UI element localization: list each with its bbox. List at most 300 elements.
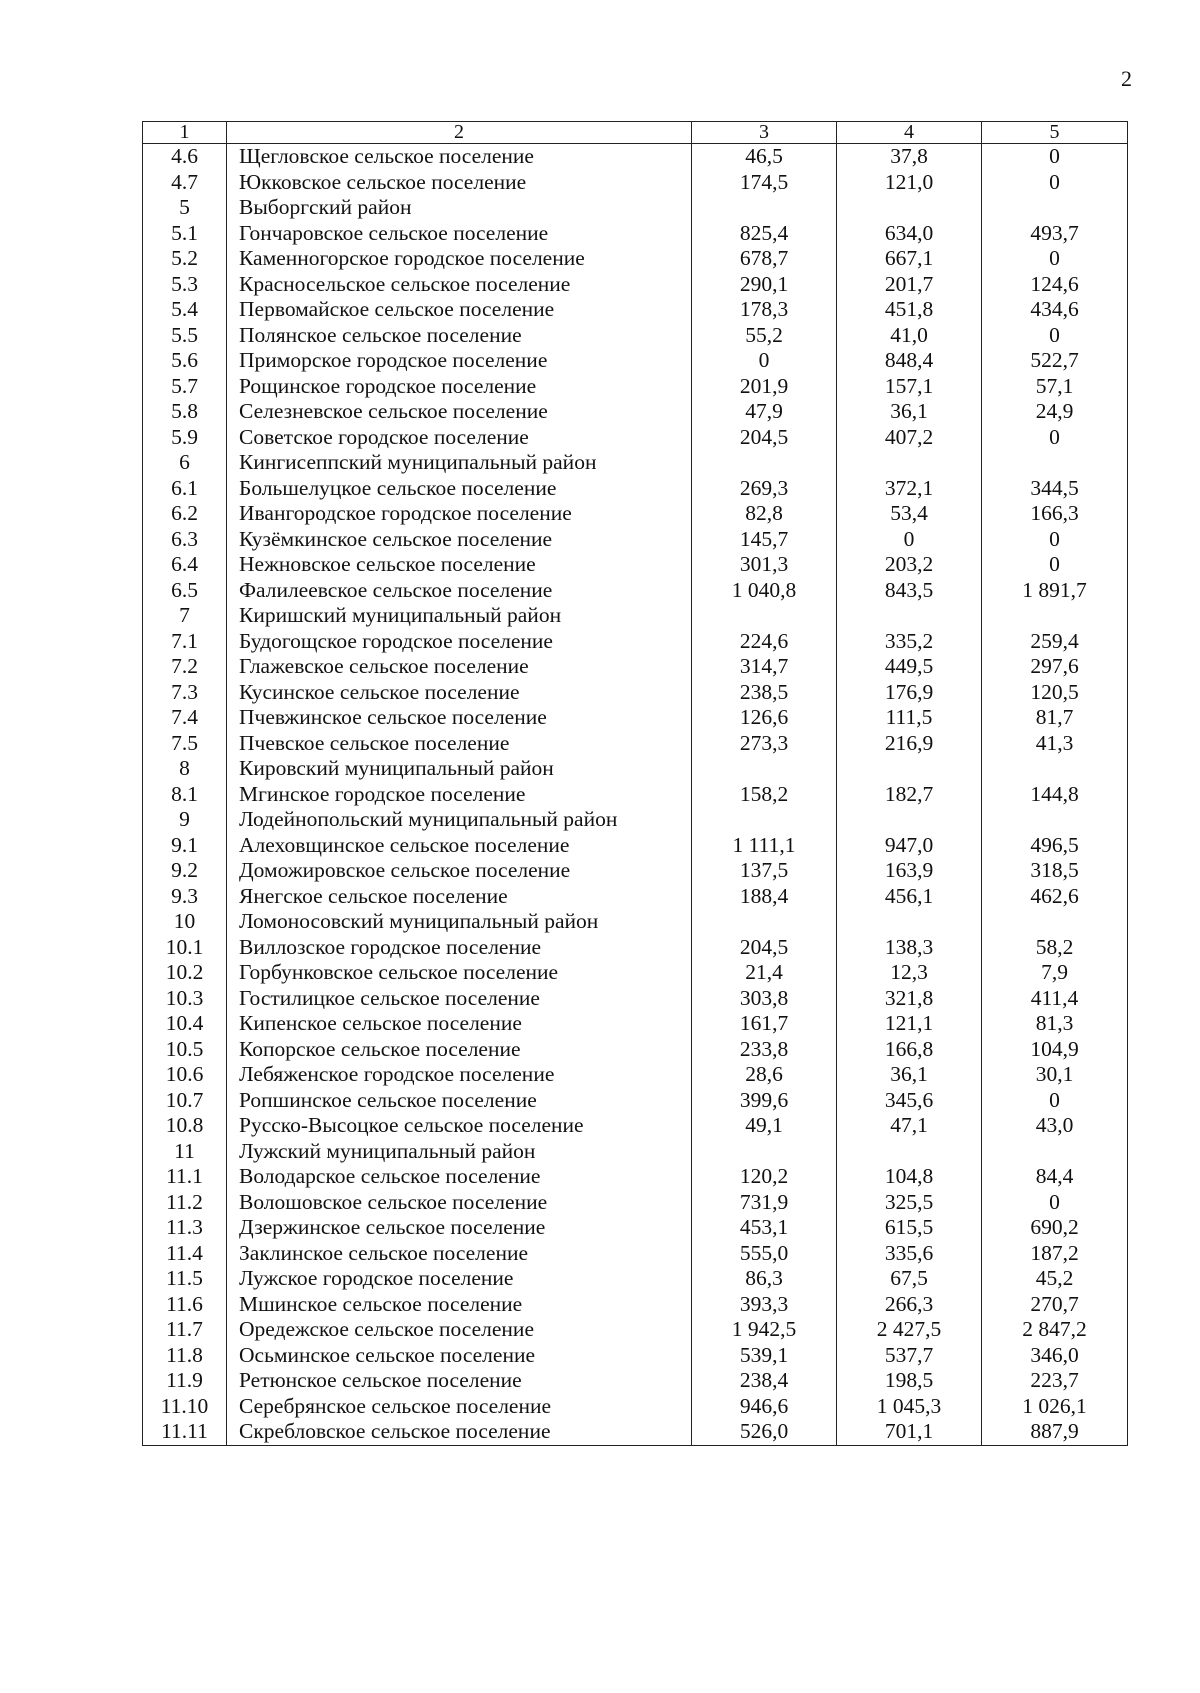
value-col-5: 522,7: [982, 348, 1128, 374]
table-row: [143, 450, 1128, 476]
table-row: [143, 654, 1128, 680]
column-header: 2: [227, 122, 692, 144]
value-col-3: 86,3: [692, 1266, 837, 1292]
settlement-name: Копорское сельское поселение: [227, 1037, 692, 1063]
value-col-4: 121,1: [837, 1011, 982, 1037]
value-col-5: 2 847,2: [982, 1317, 1128, 1343]
row-number: 6.1: [143, 476, 227, 502]
value-col-5: 120,5: [982, 680, 1128, 706]
value-col-5: 297,6: [982, 654, 1128, 680]
table-row: [143, 705, 1128, 731]
value-col-5: 259,4: [982, 629, 1128, 655]
value-col-3: 178,3: [692, 297, 837, 323]
row-number: 5.9: [143, 425, 227, 451]
value-col-5: 30,1: [982, 1062, 1128, 1088]
settlement-name: Янегское сельское поселение: [227, 884, 692, 910]
value-col-4: [837, 603, 982, 629]
settlement-name: Советское городское поселение: [227, 425, 692, 451]
value-col-4: [837, 807, 982, 833]
value-col-4: 104,8: [837, 1164, 982, 1190]
value-col-3: 555,0: [692, 1241, 837, 1267]
settlement-name: Ретюнское сельское поселение: [227, 1368, 692, 1394]
value-col-5: 344,5: [982, 476, 1128, 502]
value-col-4: 36,1: [837, 399, 982, 425]
value-col-5: 41,3: [982, 731, 1128, 757]
value-col-4: 67,5: [837, 1266, 982, 1292]
row-number: 5.2: [143, 246, 227, 272]
value-col-3: 1 040,8: [692, 578, 837, 604]
settlement-name: Полянское сельское поселение: [227, 323, 692, 349]
table-row: [143, 552, 1128, 578]
value-col-3: 731,9: [692, 1190, 837, 1216]
value-col-5: 43,0: [982, 1113, 1128, 1139]
value-col-5: [982, 603, 1128, 629]
value-col-4: [837, 1139, 982, 1165]
table-row: [143, 1190, 1128, 1216]
value-col-3: 303,8: [692, 986, 837, 1012]
table-row: [143, 1241, 1128, 1267]
value-col-5: 887,9: [982, 1419, 1128, 1445]
settlement-name: Гостилицкое сельское поселение: [227, 986, 692, 1012]
table-row: [143, 272, 1128, 298]
value-col-5: 0: [982, 1190, 1128, 1216]
settlement-name: Гончаровское сельское поселение: [227, 221, 692, 247]
table-row: [143, 374, 1128, 400]
value-col-5: 0: [982, 552, 1128, 578]
value-col-4: 37,8: [837, 144, 982, 170]
settlement-name: Пчевское сельское поселение: [227, 731, 692, 757]
table-row: [143, 1343, 1128, 1369]
value-col-5: 0: [982, 323, 1128, 349]
value-col-4: 634,0: [837, 221, 982, 247]
row-number: 9.1: [143, 833, 227, 859]
value-col-5: 45,2: [982, 1266, 1128, 1292]
table-row: [143, 909, 1128, 935]
settlement-name: Лодейнопольский муниципальный район: [227, 807, 692, 833]
value-col-5: [982, 909, 1128, 935]
value-col-3: 120,2: [692, 1164, 837, 1190]
row-number: 11.6: [143, 1292, 227, 1318]
row-number: 7.5: [143, 731, 227, 757]
value-col-4: [837, 450, 982, 476]
value-col-3: 28,6: [692, 1062, 837, 1088]
value-col-5: 104,9: [982, 1037, 1128, 1063]
data-table: [142, 121, 1128, 1446]
page-number: 2: [1121, 66, 1132, 91]
value-col-5: 144,8: [982, 782, 1128, 808]
row-number: 4.7: [143, 170, 227, 196]
row-number: 10.4: [143, 1011, 227, 1037]
value-col-4: 53,4: [837, 501, 982, 527]
settlement-name: Оредежское сельское поселение: [227, 1317, 692, 1343]
value-col-5: [982, 807, 1128, 833]
table-row: [143, 960, 1128, 986]
table-row: [143, 731, 1128, 757]
value-col-4: 701,1: [837, 1419, 982, 1445]
value-col-3: 269,3: [692, 476, 837, 502]
value-col-5: 1 026,1: [982, 1394, 1128, 1420]
settlement-name: Дзержинское сельское поселение: [227, 1215, 692, 1241]
value-col-3: 233,8: [692, 1037, 837, 1063]
row-number: 11.5: [143, 1266, 227, 1292]
row-number: 5.8: [143, 399, 227, 425]
value-col-4: [837, 909, 982, 935]
value-col-5: [982, 195, 1128, 221]
value-col-4: 163,9: [837, 858, 982, 884]
row-number: 7: [143, 603, 227, 629]
settlement-name: Приморское городское поселение: [227, 348, 692, 374]
value-col-5: 81,7: [982, 705, 1128, 731]
settlement-name: Рощинское городское поселение: [227, 374, 692, 400]
value-col-3: 47,9: [692, 399, 837, 425]
row-number: 6.4: [143, 552, 227, 578]
table-row: [143, 170, 1128, 196]
settlement-name: Кузёмкинское сельское поселение: [227, 527, 692, 553]
settlement-name: Лебяженское городское поселение: [227, 1062, 692, 1088]
row-number: 7.2: [143, 654, 227, 680]
value-col-3: [692, 807, 837, 833]
table-row: [143, 807, 1128, 833]
settlement-name: Первомайское сельское поселение: [227, 297, 692, 323]
value-col-4: 36,1: [837, 1062, 982, 1088]
row-number: 11.4: [143, 1241, 227, 1267]
value-col-3: 204,5: [692, 425, 837, 451]
value-col-3: 0: [692, 348, 837, 374]
value-col-5: 166,3: [982, 501, 1128, 527]
value-col-3: 158,2: [692, 782, 837, 808]
row-number: 5.6: [143, 348, 227, 374]
value-col-5: 124,6: [982, 272, 1128, 298]
value-col-3: 290,1: [692, 272, 837, 298]
value-col-5: 346,0: [982, 1343, 1128, 1369]
value-col-4: 198,5: [837, 1368, 982, 1394]
value-col-5: 0: [982, 527, 1128, 553]
value-col-3: 393,3: [692, 1292, 837, 1318]
value-col-4: [837, 756, 982, 782]
value-col-5: 187,2: [982, 1241, 1128, 1267]
value-col-3: 188,4: [692, 884, 837, 910]
value-col-3: 137,5: [692, 858, 837, 884]
table-row: [143, 1164, 1128, 1190]
value-col-4: 0: [837, 527, 982, 553]
settlement-name: Скребловское сельское поселение: [227, 1419, 692, 1445]
row-number: 10.2: [143, 960, 227, 986]
value-col-4: 456,1: [837, 884, 982, 910]
value-col-3: 224,6: [692, 629, 837, 655]
value-col-4: 449,5: [837, 654, 982, 680]
value-col-5: 318,5: [982, 858, 1128, 884]
value-col-5: 0: [982, 425, 1128, 451]
value-col-3: 314,7: [692, 654, 837, 680]
settlement-name: Кировский муниципальный район: [227, 756, 692, 782]
value-col-4: 321,8: [837, 986, 982, 1012]
table-row: [143, 1139, 1128, 1165]
value-col-5: 58,2: [982, 935, 1128, 961]
value-col-5: 7,9: [982, 960, 1128, 986]
row-number: 7.4: [143, 705, 227, 731]
value-col-5: 81,3: [982, 1011, 1128, 1037]
value-col-4: 335,2: [837, 629, 982, 655]
row-number: 11.3: [143, 1215, 227, 1241]
value-col-4: 166,8: [837, 1037, 982, 1063]
row-number: 11.10: [143, 1394, 227, 1420]
table-row: [143, 399, 1128, 425]
row-number: 6.5: [143, 578, 227, 604]
row-number: 6.3: [143, 527, 227, 553]
table-row: [143, 1368, 1128, 1394]
value-col-5: [982, 1139, 1128, 1165]
settlement-name: Русско-Высоцкое сельское поселение: [227, 1113, 692, 1139]
row-number: 11.7: [143, 1317, 227, 1343]
value-col-3: 82,8: [692, 501, 837, 527]
value-col-5: 462,6: [982, 884, 1128, 910]
row-number: 11: [143, 1139, 227, 1165]
table-row: [143, 1394, 1128, 1420]
row-number: 7.3: [143, 680, 227, 706]
table-row: [143, 297, 1128, 323]
value-col-3: 238,4: [692, 1368, 837, 1394]
table-row: [143, 1266, 1128, 1292]
value-col-3: 55,2: [692, 323, 837, 349]
settlement-name: Ивангородское городское поселение: [227, 501, 692, 527]
row-number: 10.5: [143, 1037, 227, 1063]
table-row: [143, 858, 1128, 884]
value-col-3: [692, 909, 837, 935]
table-row: [143, 323, 1128, 349]
value-col-5: [982, 756, 1128, 782]
value-col-4: 203,2: [837, 552, 982, 578]
value-col-5: 0: [982, 170, 1128, 196]
table-row: [143, 833, 1128, 859]
value-col-3: 825,4: [692, 221, 837, 247]
table-row: [143, 1088, 1128, 1114]
value-col-4: [837, 195, 982, 221]
row-number: 11.9: [143, 1368, 227, 1394]
value-col-3: [692, 603, 837, 629]
value-col-5: 1 891,7: [982, 578, 1128, 604]
value-col-5: 24,9: [982, 399, 1128, 425]
row-number: 6.2: [143, 501, 227, 527]
settlement-name: Заклинское сельское поселение: [227, 1241, 692, 1267]
row-number: 9.2: [143, 858, 227, 884]
table-row: [143, 782, 1128, 808]
row-number: 5.4: [143, 297, 227, 323]
settlement-name: Красносельское сельское поселение: [227, 272, 692, 298]
table-row: [143, 986, 1128, 1012]
table-row: [143, 501, 1128, 527]
value-col-5: 434,6: [982, 297, 1128, 323]
value-col-3: 1 111,1: [692, 833, 837, 859]
row-number: 10: [143, 909, 227, 935]
value-col-4: 157,1: [837, 374, 982, 400]
settlement-name: Серебрянское сельское поселение: [227, 1394, 692, 1420]
table-row: [143, 680, 1128, 706]
settlement-name: Фалилеевское сельское поселение: [227, 578, 692, 604]
settlement-name: Киришский муниципальный район: [227, 603, 692, 629]
settlement-name: Горбунковское сельское поселение: [227, 960, 692, 986]
table-row: [143, 144, 1128, 170]
value-col-3: 946,6: [692, 1394, 837, 1420]
value-col-3: [692, 195, 837, 221]
table-header-row: [143, 122, 1128, 144]
value-col-4: 947,0: [837, 833, 982, 859]
row-number: 8: [143, 756, 227, 782]
settlement-name: Кусинское сельское поселение: [227, 680, 692, 706]
value-col-3: 453,1: [692, 1215, 837, 1241]
value-col-3: 526,0: [692, 1419, 837, 1445]
value-col-3: [692, 1139, 837, 1165]
value-col-3: 399,6: [692, 1088, 837, 1114]
value-col-5: 411,4: [982, 986, 1128, 1012]
table-row: [143, 1011, 1128, 1037]
value-col-5: 690,2: [982, 1215, 1128, 1241]
value-col-3: 678,7: [692, 246, 837, 272]
settlement-name: Ропшинское сельское поселение: [227, 1088, 692, 1114]
value-col-5: 84,4: [982, 1164, 1128, 1190]
value-col-4: 451,8: [837, 297, 982, 323]
table-row: [143, 1292, 1128, 1318]
table-row: [143, 629, 1128, 655]
value-col-3: 126,6: [692, 705, 837, 731]
table-row: [143, 1419, 1128, 1445]
value-col-4: 615,5: [837, 1215, 982, 1241]
value-col-4: 372,1: [837, 476, 982, 502]
row-number: 10.8: [143, 1113, 227, 1139]
value-col-3: 301,3: [692, 552, 837, 578]
value-col-4: 345,6: [837, 1088, 982, 1114]
table-row: [143, 1113, 1128, 1139]
row-number: 6: [143, 450, 227, 476]
value-col-3: 539,1: [692, 1343, 837, 1369]
settlement-name: Мгинское городское поселение: [227, 782, 692, 808]
table-row: [143, 221, 1128, 247]
value-col-4: 47,1: [837, 1113, 982, 1139]
table-row: [143, 1215, 1128, 1241]
value-col-4: 335,6: [837, 1241, 982, 1267]
settlement-name: Осьминское сельское поселение: [227, 1343, 692, 1369]
row-number: 8.1: [143, 782, 227, 808]
row-number: 11.8: [143, 1343, 227, 1369]
settlement-name: Володарское сельское поселение: [227, 1164, 692, 1190]
value-col-5: 0: [982, 246, 1128, 272]
settlement-name: Кингисеппский муниципальный район: [227, 450, 692, 476]
value-col-5: 270,7: [982, 1292, 1128, 1318]
settlement-name: Доможировское сельское поселение: [227, 858, 692, 884]
value-col-4: 176,9: [837, 680, 982, 706]
value-col-5: 493,7: [982, 221, 1128, 247]
settlement-name: Большелуцкое сельское поселение: [227, 476, 692, 502]
settlement-name: Кипенское сельское поселение: [227, 1011, 692, 1037]
settlement-name: Ломоносовский муниципальный район: [227, 909, 692, 935]
value-col-4: 12,3: [837, 960, 982, 986]
table-row: [143, 195, 1128, 221]
column-header: 5: [982, 122, 1128, 144]
value-col-4: 111,5: [837, 705, 982, 731]
table-row: [143, 425, 1128, 451]
table-row: [143, 1037, 1128, 1063]
row-number: 10.1: [143, 935, 227, 961]
row-number: 10.6: [143, 1062, 227, 1088]
value-col-5: [982, 450, 1128, 476]
settlement-name: Виллозское городское поселение: [227, 935, 692, 961]
row-number: 10.3: [143, 986, 227, 1012]
value-col-3: 238,5: [692, 680, 837, 706]
settlement-name: Будогощское городское поселение: [227, 629, 692, 655]
value-col-4: 41,0: [837, 323, 982, 349]
value-col-5: 223,7: [982, 1368, 1128, 1394]
table-row: [143, 935, 1128, 961]
settlement-name: Юкковское сельское поселение: [227, 170, 692, 196]
value-col-3: 21,4: [692, 960, 837, 986]
value-col-4: 667,1: [837, 246, 982, 272]
settlement-name: Каменногорское городское поселение: [227, 246, 692, 272]
settlement-name: Выборгский район: [227, 195, 692, 221]
value-col-3: 273,3: [692, 731, 837, 757]
table-row: [143, 1062, 1128, 1088]
value-col-4: 537,7: [837, 1343, 982, 1369]
row-number: 4.6: [143, 144, 227, 170]
value-col-4: 1 045,3: [837, 1394, 982, 1420]
row-number: 5.7: [143, 374, 227, 400]
settlement-name: Алеховщинское сельское поселение: [227, 833, 692, 859]
value-col-4: 216,9: [837, 731, 982, 757]
value-col-3: 204,5: [692, 935, 837, 961]
table-row: [143, 246, 1128, 272]
row-number: 11.1: [143, 1164, 227, 1190]
settlement-name: Селезневское сельское поселение: [227, 399, 692, 425]
table-body: [143, 144, 1128, 1446]
value-col-3: [692, 450, 837, 476]
settlement-name: Пчевжинское сельское поселение: [227, 705, 692, 731]
table-row: [143, 756, 1128, 782]
value-col-3: 1 942,5: [692, 1317, 837, 1343]
value-col-5: 57,1: [982, 374, 1128, 400]
table-row: [143, 578, 1128, 604]
row-number: 9.3: [143, 884, 227, 910]
value-col-3: 174,5: [692, 170, 837, 196]
settlement-name: Лужский муниципальный район: [227, 1139, 692, 1165]
table-row: [143, 527, 1128, 553]
table-row: [143, 884, 1128, 910]
table-row: [143, 603, 1128, 629]
settlement-name: Мшинское сельское поселение: [227, 1292, 692, 1318]
value-col-4: 407,2: [837, 425, 982, 451]
value-col-3: 49,1: [692, 1113, 837, 1139]
settlement-name: Лужское городское поселение: [227, 1266, 692, 1292]
value-col-5: 0: [982, 1088, 1128, 1114]
value-col-3: 145,7: [692, 527, 837, 553]
row-number: 10.7: [143, 1088, 227, 1114]
value-col-4: 848,4: [837, 348, 982, 374]
row-number: 5.5: [143, 323, 227, 349]
column-header: 3: [692, 122, 837, 144]
value-col-3: [692, 756, 837, 782]
value-col-4: 2 427,5: [837, 1317, 982, 1343]
value-col-4: 266,3: [837, 1292, 982, 1318]
value-col-5: 496,5: [982, 833, 1128, 859]
settlement-name: Волошовское сельское поселение: [227, 1190, 692, 1216]
value-col-3: 46,5: [692, 144, 837, 170]
value-col-4: 843,5: [837, 578, 982, 604]
value-col-3: 161,7: [692, 1011, 837, 1037]
row-number: 9: [143, 807, 227, 833]
row-number: 5.3: [143, 272, 227, 298]
row-number: 5.1: [143, 221, 227, 247]
value-col-4: 325,5: [837, 1190, 982, 1216]
column-header: 1: [143, 122, 227, 144]
value-col-4: 138,3: [837, 935, 982, 961]
table-row: [143, 1317, 1128, 1343]
